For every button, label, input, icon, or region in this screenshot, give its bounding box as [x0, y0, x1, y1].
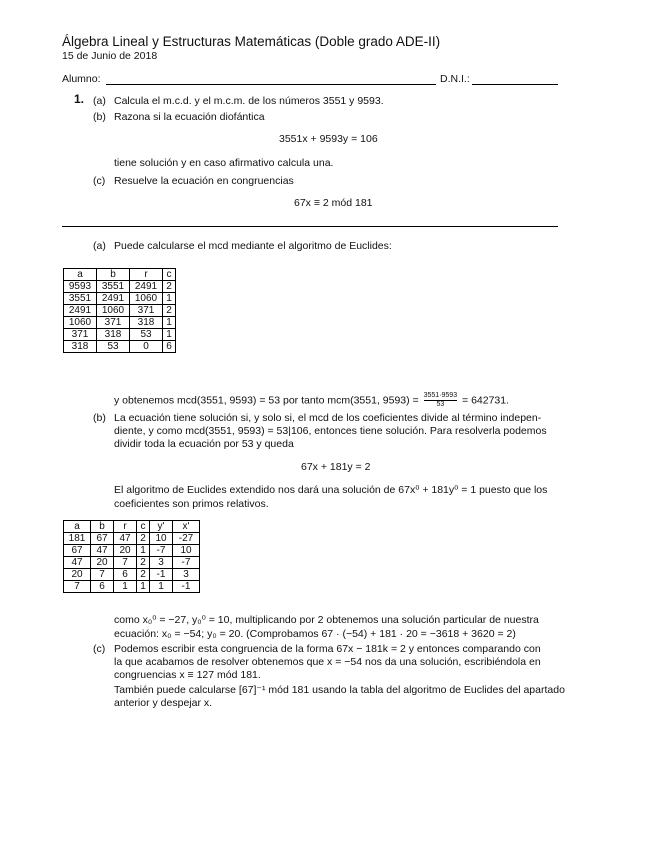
solution-c-line5: anterior y despejar x.: [114, 697, 213, 709]
table-row: [64, 329, 176, 341]
problem-c-equation: 67x ≡ 2 mód 181: [294, 197, 373, 209]
table-cell: 7: [64, 581, 91, 593]
table-cell: 0: [130, 341, 163, 353]
exam-date: 15 de Junio de 2018: [62, 50, 158, 62]
table-cell: 318: [97, 329, 130, 341]
table-header-cell: r: [114, 521, 137, 533]
solution-c-line2: la que acabamos de resolver obtenemos que x = −54 nos da una solución, escribiéndola en: [114, 656, 541, 668]
problem-a-text: Calcula el m.c.d. y el m.c.m. de los números 3551 y 9593.: [114, 95, 384, 107]
id-label: D.N.I.:: [440, 73, 470, 85]
solution-b-label: (b): [93, 412, 106, 424]
table-cell: 1: [163, 293, 176, 305]
table-cell: 67: [91, 533, 114, 545]
table-header-cell: b: [91, 521, 114, 533]
table-cell: -27: [173, 533, 200, 545]
table-cell: 20: [91, 557, 114, 569]
table-row: [64, 533, 200, 545]
table-header-cell: a: [64, 521, 91, 533]
table-header-cell: a: [64, 269, 97, 281]
solution-b-final2: ecuación: x₀ = −54; y₀ = 20. (Comprobamos 67 · (−54) + 181 · 20 = −3618 + 3620 = 2): [114, 628, 516, 640]
table-cell: 47: [91, 545, 114, 557]
table-row: [64, 545, 200, 557]
table-cell: 318: [64, 341, 97, 353]
problem-b-text: Razona si la ecuación diofántica: [114, 111, 265, 123]
problem-c-text: Resuelve la ecuación en congruencias: [114, 175, 294, 187]
table-cell: 20: [114, 545, 137, 557]
table-header-cell: x': [173, 521, 200, 533]
table-header-row: [64, 521, 200, 533]
extended-euclid-table: [63, 520, 200, 593]
table-cell: 2: [137, 569, 150, 581]
table-cell: 1: [137, 545, 150, 557]
table-cell: 1: [163, 329, 176, 341]
table-cell: 6: [91, 581, 114, 593]
table-cell: 47: [64, 557, 91, 569]
table-cell: 1060: [130, 293, 163, 305]
table-cell: 53: [97, 341, 130, 353]
table-cell: -7: [173, 557, 200, 569]
table-cell: 2491: [97, 293, 130, 305]
solution-b-line3: dividir toda la ecuación por 53 y queda: [114, 438, 294, 450]
table-cell: 6: [114, 569, 137, 581]
table-cell: 2: [163, 305, 176, 317]
solution-b-ext1: El algoritmo de Euclides extendido nos dará una solución de 67x⁰ + 181y⁰ = 1 puesto que los: [114, 484, 548, 496]
table-cell: 318: [130, 317, 163, 329]
table-cell: 1060: [97, 305, 130, 317]
result-text: y obtenemos mcd(3551, 9593) = 53 por tanto mcm(3551, 9593) =: [114, 394, 419, 407]
table-row: [64, 557, 200, 569]
student-label: Alumno:: [62, 73, 101, 85]
problem-a-label: (a): [93, 95, 106, 107]
table-cell: 371: [64, 329, 97, 341]
solution-b-ext2: coeficientes son primos relativos.: [114, 498, 269, 510]
solution-b-final1: como x₀⁰ = −27, y₀⁰ = 10, multiplicando por 2 obtenemos una solución particular de nuestra: [114, 614, 539, 626]
table-row: [64, 305, 176, 317]
problem-b-label: (b): [93, 111, 106, 123]
table-cell: 371: [130, 305, 163, 317]
table-cell: 3551: [97, 281, 130, 293]
problem-b-equation: 3551x + 9593y = 106: [279, 133, 378, 145]
table-row: [64, 281, 176, 293]
fraction-denominator: 53: [436, 401, 445, 408]
table-cell: 2: [137, 557, 150, 569]
result-value: = 642731.: [462, 394, 510, 407]
table-header-cell: b: [97, 269, 130, 281]
solution-b-line2: diente, y como mcd(3551, 9593) = 53|106, entonces tiene solución. Para resolverla podemos: [114, 425, 547, 437]
table-cell: 3551: [64, 293, 97, 305]
table-cell: 2491: [130, 281, 163, 293]
solution-c-line4: También puede calcularse [67]⁻¹ mód 181 usando la tabla del algoritmo de Euclides del apartado: [114, 684, 565, 696]
solution-c-line3: congruencias x ≡ 127 mód 181.: [114, 669, 261, 681]
table-cell: 2: [163, 281, 176, 293]
table-cell: 9593: [64, 281, 97, 293]
table-cell: 10: [173, 545, 200, 557]
table-cell: 7: [114, 557, 137, 569]
table-cell: 181: [64, 533, 91, 545]
table-header-row: [64, 269, 176, 281]
fraction: [424, 392, 457, 409]
table-cell: 47: [114, 533, 137, 545]
table-cell: 1: [150, 581, 173, 593]
problem-c-label: (c): [93, 175, 106, 187]
table-cell: 3: [173, 569, 200, 581]
table-cell: 1060: [64, 317, 97, 329]
solution-a-intro: Puede calcularse el mcd mediante el algoritmo de Euclides:: [114, 240, 392, 252]
fraction-numerator: 3551·9593: [423, 392, 458, 399]
solution-b-line1: La ecuación tiene solución si, y solo si, el mcd de los coeficientes divide al término indepen-: [114, 412, 542, 424]
table-cell: 3: [150, 557, 173, 569]
table-cell: 6: [163, 341, 176, 353]
solution-c-label: (c): [93, 643, 106, 655]
table-cell: 20: [64, 569, 91, 581]
table-header-cell: c: [137, 521, 150, 533]
table-header-cell: y': [150, 521, 173, 533]
table-cell: -1: [150, 569, 173, 581]
student-name-line: [106, 84, 436, 85]
table-cell: 10: [150, 533, 173, 545]
table-cell: 1: [114, 581, 137, 593]
table-row: [64, 581, 200, 593]
solution-b-equation: 67x + 181y = 2: [301, 461, 371, 473]
separator-line: [62, 226, 558, 227]
table-cell: 53: [130, 329, 163, 341]
table-cell: -1: [173, 581, 200, 593]
table-cell: -7: [150, 545, 173, 557]
table-row: [64, 341, 176, 353]
table-cell: 7: [91, 569, 114, 581]
solution-a-label: (a): [93, 240, 106, 252]
euclid-table: [63, 268, 176, 353]
table-cell: 1: [137, 581, 150, 593]
table-cell: 67: [64, 545, 91, 557]
table-cell: 371: [97, 317, 130, 329]
exam-title: Álgebra Lineal y Estructuras Matemáticas (Doble grado ADE-II): [62, 34, 441, 49]
table-cell: 1: [163, 317, 176, 329]
id-line: [472, 84, 558, 85]
table-row: [64, 569, 200, 581]
solution-c-line1: Podemos escribir esta congruencia de la forma 67x − 181k = 2 y entonces comparando con: [114, 643, 541, 655]
solution-a-result: [114, 392, 509, 409]
table-header-cell: c: [163, 269, 176, 281]
table-cell: 2491: [64, 305, 97, 317]
table-row: [64, 293, 176, 305]
table-cell: 2: [137, 533, 150, 545]
table-header-cell: r: [130, 269, 163, 281]
table-row: [64, 317, 176, 329]
problem-b-text2: tiene solución y en caso afirmativo calcula una.: [114, 157, 334, 169]
problem-number: 1.: [74, 92, 85, 106]
